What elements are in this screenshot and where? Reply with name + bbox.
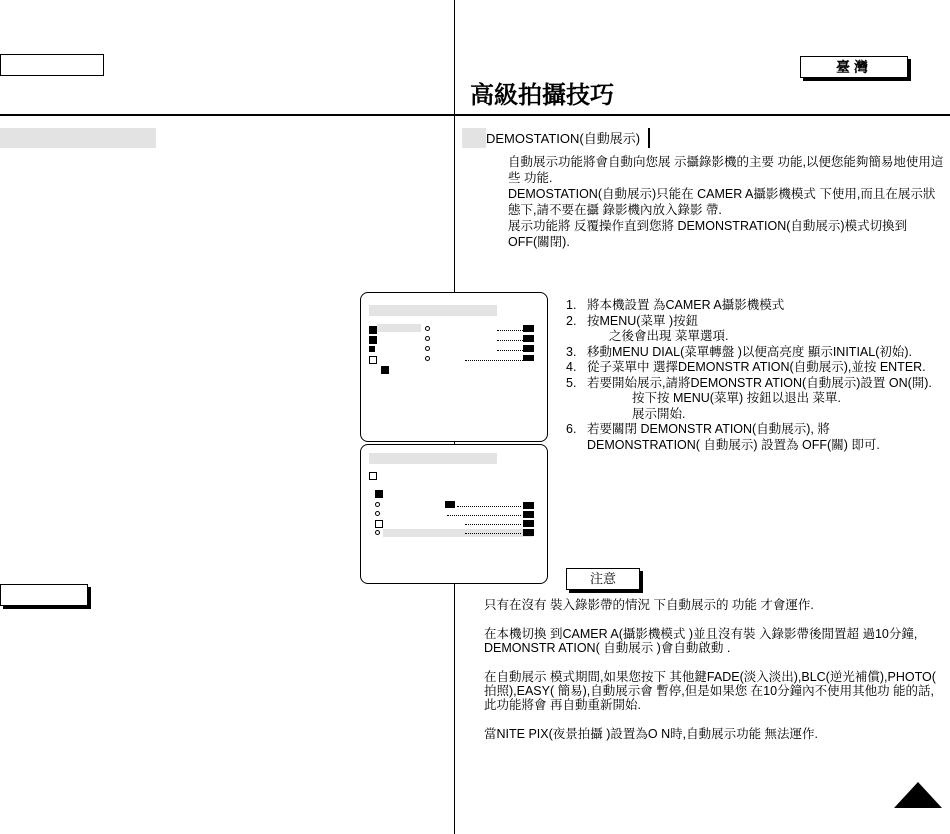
menu-screen-illustration-initial	[360, 292, 548, 442]
step-text: 移動MENU DIAL(菜單轉盤 )以便高亮度 顯示INITIAL(初始).	[587, 344, 913, 359]
display-menu-icon	[369, 346, 375, 352]
menu-dotted-leader	[465, 360, 523, 361]
step-item	[566, 314, 946, 345]
step-item	[566, 345, 946, 361]
note-label: 注意	[566, 568, 640, 590]
menu-dotted-leader	[497, 330, 523, 331]
step-text: 從子菜單中 選擇DEMONSTR ATION(自動展示),並按 ENTER.	[587, 360, 926, 374]
menu-title-bar	[369, 305, 497, 316]
menu-dotted-leader	[465, 533, 521, 534]
menu-dotted-leader	[447, 515, 521, 516]
menu-value-block	[523, 502, 534, 509]
step-number: 4.	[566, 360, 577, 374]
menu-dot	[425, 356, 430, 361]
left-language-tag	[0, 54, 104, 76]
menu-title-bar	[369, 453, 497, 464]
menu-dotted-leader	[465, 524, 521, 525]
intro-text	[508, 154, 944, 250]
header-rule	[0, 114, 950, 116]
procedure-steps	[566, 298, 946, 453]
intro-paragraph: 自動展示功能將會自動向您展 示攝錄影機的主要 功能,以便您能夠簡易地使用這些 功能.	[508, 155, 944, 185]
note-item: 在本機切換 到CAMER A(攝影機模式 )並且沒有裝 入錄影帶後閒置超 過10分鐘, DEMONSTR ATION( 自動展示 )會自動啟動 .	[484, 627, 918, 655]
page-title: 高級拍攝技巧	[470, 82, 614, 109]
step-subtext: 之後會出現 菜單選項.	[609, 329, 729, 343]
step-number: 6.	[566, 422, 577, 436]
step-number: 5.	[566, 375, 577, 390]
step-item	[566, 422, 946, 453]
step-text: 若要關閉 DEMONSTR ATION(自動展示), 將 DEMONSTRATION( 自動展示) 設置為 OFF(關) 即可.	[587, 422, 880, 452]
step-subtext: 按下按 MENU(菜單) 按鈕以退出 菜單.	[632, 391, 842, 405]
menu-icon	[375, 520, 383, 528]
left-note-tag	[0, 584, 88, 606]
region-tag: 臺灣	[800, 56, 908, 78]
menu-value-block	[523, 520, 534, 527]
menu-dotted-leader	[497, 340, 523, 341]
step-item	[566, 360, 946, 376]
menu-screen-illustration-demo	[360, 444, 548, 584]
step-text: 將本機設置 為CAMER A攝影機模式	[587, 298, 785, 312]
battery-icon	[445, 501, 455, 508]
notes-list	[484, 598, 944, 756]
note-item: 在自動展示 模式期間,如果您按下 其他鍵FADE(淡入淡出),BLC(逆光補償),PHOTO( 拍照),EASY( 簡易),自動展示會 暫停,但是如果您 在10分鐘內不使用其他功 能的話,此功能將會 再自動重新開始.	[484, 670, 936, 712]
menu-value-block	[523, 529, 534, 536]
next-page-triangle-icon	[894, 782, 942, 808]
step-item	[566, 298, 946, 314]
initial-menu-icon	[381, 366, 389, 374]
menu-highlight-bar	[377, 324, 421, 332]
note-item: 只有在沒有 裝入錄影帶的情況 下自動展示的 功能 才會運作.	[484, 598, 814, 612]
menu-dot	[375, 511, 380, 516]
menu-value-block	[523, 335, 534, 342]
step-text: 按MENU(菜單 )按鈕	[587, 313, 699, 328]
menu-value-block	[523, 511, 534, 518]
menu-value-block	[523, 325, 534, 332]
camera-menu-icon	[369, 326, 377, 334]
step-item	[566, 376, 946, 423]
menu-dot	[375, 502, 380, 507]
menu-dotted-leader	[497, 350, 523, 351]
menu-dot	[425, 336, 430, 341]
menu-dot	[375, 530, 380, 535]
menu-dot	[425, 326, 430, 331]
step-number: 3.	[566, 344, 577, 359]
menu-value-block	[523, 355, 534, 361]
submenu-icon	[375, 490, 383, 498]
step-number: 1.	[566, 298, 577, 312]
note-item: 當NITE PIX(夜景拍攝 )設置為O N時,自動展示功能 無法運作.	[484, 727, 819, 741]
setup-menu-icon	[369, 356, 377, 364]
intro-paragraph: 展示功能將 反覆操作直到您將 DEMONSTRATION(自動展示)模式切換到OFF(關閉).	[508, 219, 908, 249]
step-subtext: 展示開始.	[632, 406, 686, 421]
menu-dotted-leader	[457, 506, 521, 507]
memory-menu-icon	[369, 336, 377, 344]
menu-value-block	[523, 345, 534, 352]
initial-menu-icon	[369, 472, 377, 480]
left-section-bar	[0, 128, 156, 148]
menu-dot	[425, 346, 430, 351]
intro-paragraph: DEMOSTATION(自動展示)只能在 CAMER A攝影機模式 下使用,而且在展示狀態下,請不要在攝 錄影機內放入錄影 帶.	[508, 187, 936, 217]
step-text: 若要開始展示,請將DEMONSTR ATION(自動展示)設置 ON(開).	[587, 375, 932, 390]
step-number: 2.	[566, 313, 577, 328]
section-title: DEMOSTATION(自動展示)	[462, 128, 650, 148]
